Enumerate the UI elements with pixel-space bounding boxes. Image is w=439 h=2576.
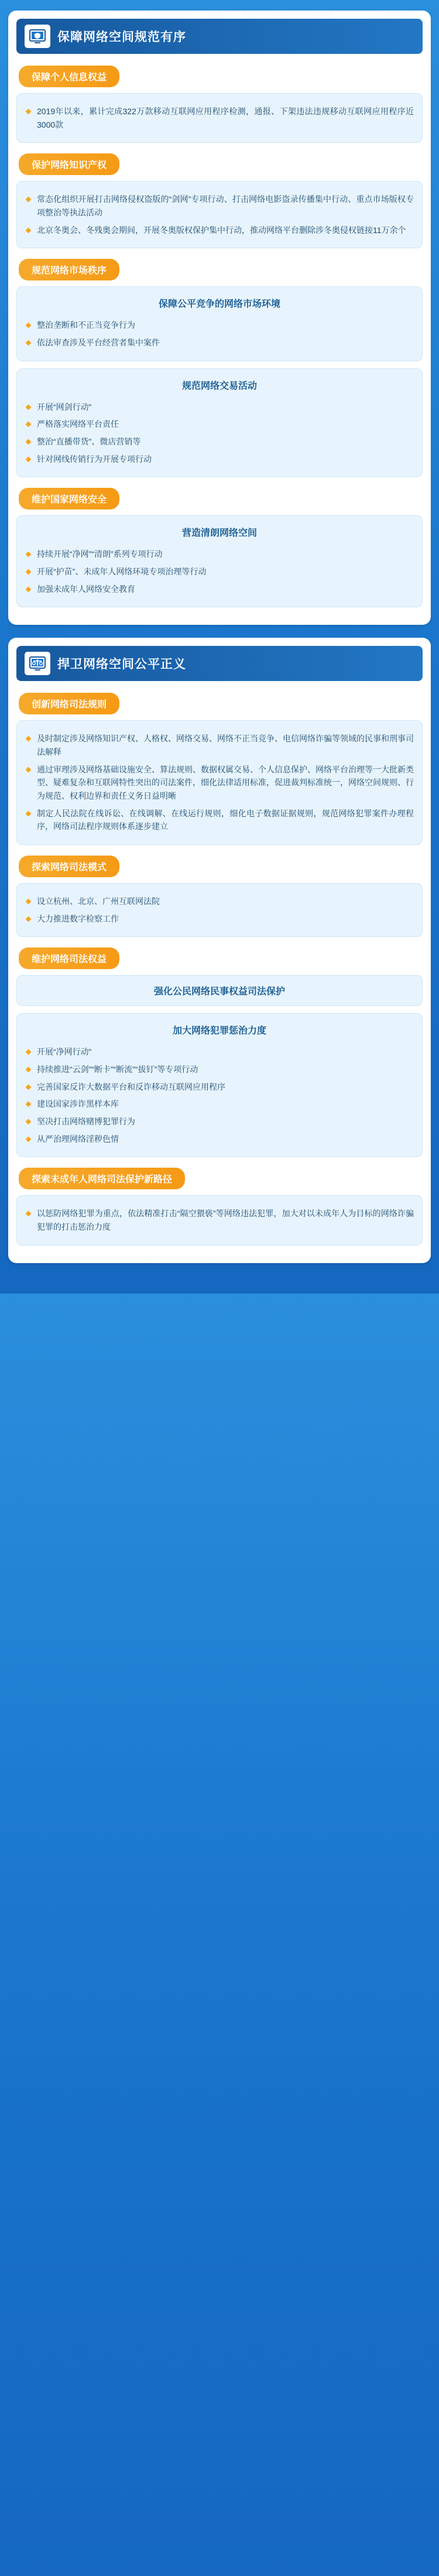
block-pill-title: 创新网络司法规则 <box>19 693 119 714</box>
list-item: 严格落实网络平台责任 <box>25 418 414 431</box>
card-item-list <box>25 548 414 596</box>
list-item: 2019年以来，累计完成322万款移动互联网应用程序检测，通报、下架违法违规移动互联网应用程序近3000款 <box>25 105 414 131</box>
list-item: 整治“直播带货”、微店营销等 <box>25 435 414 449</box>
card-item-list <box>25 193 414 237</box>
block-pill-title: 规范网络市场秩序 <box>19 259 119 280</box>
block <box>16 255 423 477</box>
list-item: 开展“网剑行动” <box>25 401 414 414</box>
section-icon-badge <box>25 25 50 48</box>
list-item: 建设国家涉诈黑样本库 <box>25 1097 414 1111</box>
block-pill-title: 维护网络司法权益 <box>19 947 119 969</box>
list-item: 大力推进数字检察工作 <box>25 912 414 926</box>
list-item: 北京冬奥会、冬残奥会期间，开展冬奥版权保护集中行动，推动网络平台删除涉冬奥侵权链接11万余个 <box>25 224 414 237</box>
content-card <box>16 93 423 143</box>
content-card <box>16 975 423 1006</box>
list-item: 制定人民法院在线诉讼、在线调解、在线运行规则，细化电子数据证据规则，规范网络犯罪案件办理程序，网络司法程序规则体系逐步建立 <box>25 807 414 833</box>
infographic-root <box>8 11 431 1263</box>
list-item: 开展“净网行动” <box>25 1045 414 1059</box>
section-icon-badge <box>25 652 50 675</box>
list-item: 加强未成年人网络安全教育 <box>25 583 414 596</box>
content-card <box>16 883 423 937</box>
content-card <box>16 515 423 607</box>
list-item: 常态化组织开展打击网络侵权盗版的“剑网”专项行动、打击网络电影盗录传播集中行动、重点市场版权专项整治等执法活动 <box>25 193 414 219</box>
block <box>16 150 423 248</box>
block-pill-title: 保障个人信息权益 <box>19 66 119 87</box>
card-title: 加大网络犯罪惩治力度 <box>172 1026 266 1036</box>
card-item-list <box>25 319 414 349</box>
section-header <box>16 19 423 54</box>
list-item: 开展“护苗”、未成年人网络环境专项治理等行动 <box>25 565 414 579</box>
card-item-list <box>25 105 414 131</box>
section-title: 保障网络空间规范有序 <box>57 30 186 44</box>
block-pill-title: 探索网络司法模式 <box>19 856 119 877</box>
block <box>16 852 423 937</box>
content-card <box>16 368 423 478</box>
list-item: 设立杭州、北京、广州互联网法院 <box>25 895 414 908</box>
block-pill-title: 维护国家网络安全 <box>19 488 119 509</box>
content-card <box>16 181 423 248</box>
block <box>16 689 423 845</box>
content-card <box>16 1195 423 1245</box>
list-item: 针对网线传销行为开展专项行动 <box>25 453 414 466</box>
list-item: 持续推进“云剑”“断卡”“断流”“拔钉”等专项行动 <box>25 1063 414 1076</box>
block <box>16 1164 423 1245</box>
section-title: 捍卫网络空间公平正义 <box>57 658 186 672</box>
card-title: 规范网络交易活动 <box>181 381 257 391</box>
scales-network-icon <box>29 655 46 672</box>
card-item-list <box>25 401 414 466</box>
list-item: 以惩防网络犯罪为重点，依法精准打击“隔空猥亵”等网络违法犯罪，加大对以未成年人为目标的网络诈骗犯罪的打击惩治力度 <box>25 1207 414 1233</box>
card-item-list <box>25 1207 414 1233</box>
card-item-list <box>25 1045 414 1145</box>
list-item: 持续开展“净网”“清朗”系列专项行动 <box>25 548 414 561</box>
list-item: 依法审查涉及平台经营者集中案件 <box>25 336 414 350</box>
list-item: 从严治理网络淫秽色情 <box>25 1133 414 1146</box>
block <box>16 62 423 143</box>
section-header <box>16 646 423 681</box>
list-item: 坚决打击网络赌博犯罪行为 <box>25 1115 414 1128</box>
list-item: 通过审理涉及网络基础设施安全、算法规则、数据权属交易、个人信息保护、网络平台治理等一大批新类型、疑难复杂和互联网特性突出的司法案件，细化法律适用标准，促进裁判标准统一，网络空间规则、行为规范、权利边界和责任义务日益明晰 <box>25 763 414 803</box>
content-card <box>16 286 423 361</box>
list-item: 及时制定涉及网络知识产权、人格权、网络交易、网络不正当竞争、电信网络诈骗等领域的民事和刑事司法解释 <box>25 732 414 758</box>
content-card <box>16 1013 423 1157</box>
card-title: 强化公民网络民事权益司法保护 <box>153 987 285 997</box>
block <box>16 944 423 1157</box>
block <box>16 484 423 607</box>
section-1 <box>8 11 431 625</box>
list-item: 整治垄断和不正当竞争行为 <box>25 319 414 332</box>
card-item-list <box>25 732 414 833</box>
block-pill-title: 保护网络知识产权 <box>19 153 119 175</box>
content-card <box>16 720 423 845</box>
card-item-list <box>25 895 414 925</box>
card-title: 营造清朗网络空间 <box>181 528 257 539</box>
section-2 <box>8 638 431 1263</box>
card-title: 保障公平竞争的网络市场环境 <box>158 299 280 310</box>
block-pill-title: 探索未成年人网络司法保护新路径 <box>19 1168 185 1189</box>
shield-network-icon <box>29 28 46 45</box>
list-item: 完善国家反诈大数据平台和反诈移动互联网应用程序 <box>25 1080 414 1094</box>
